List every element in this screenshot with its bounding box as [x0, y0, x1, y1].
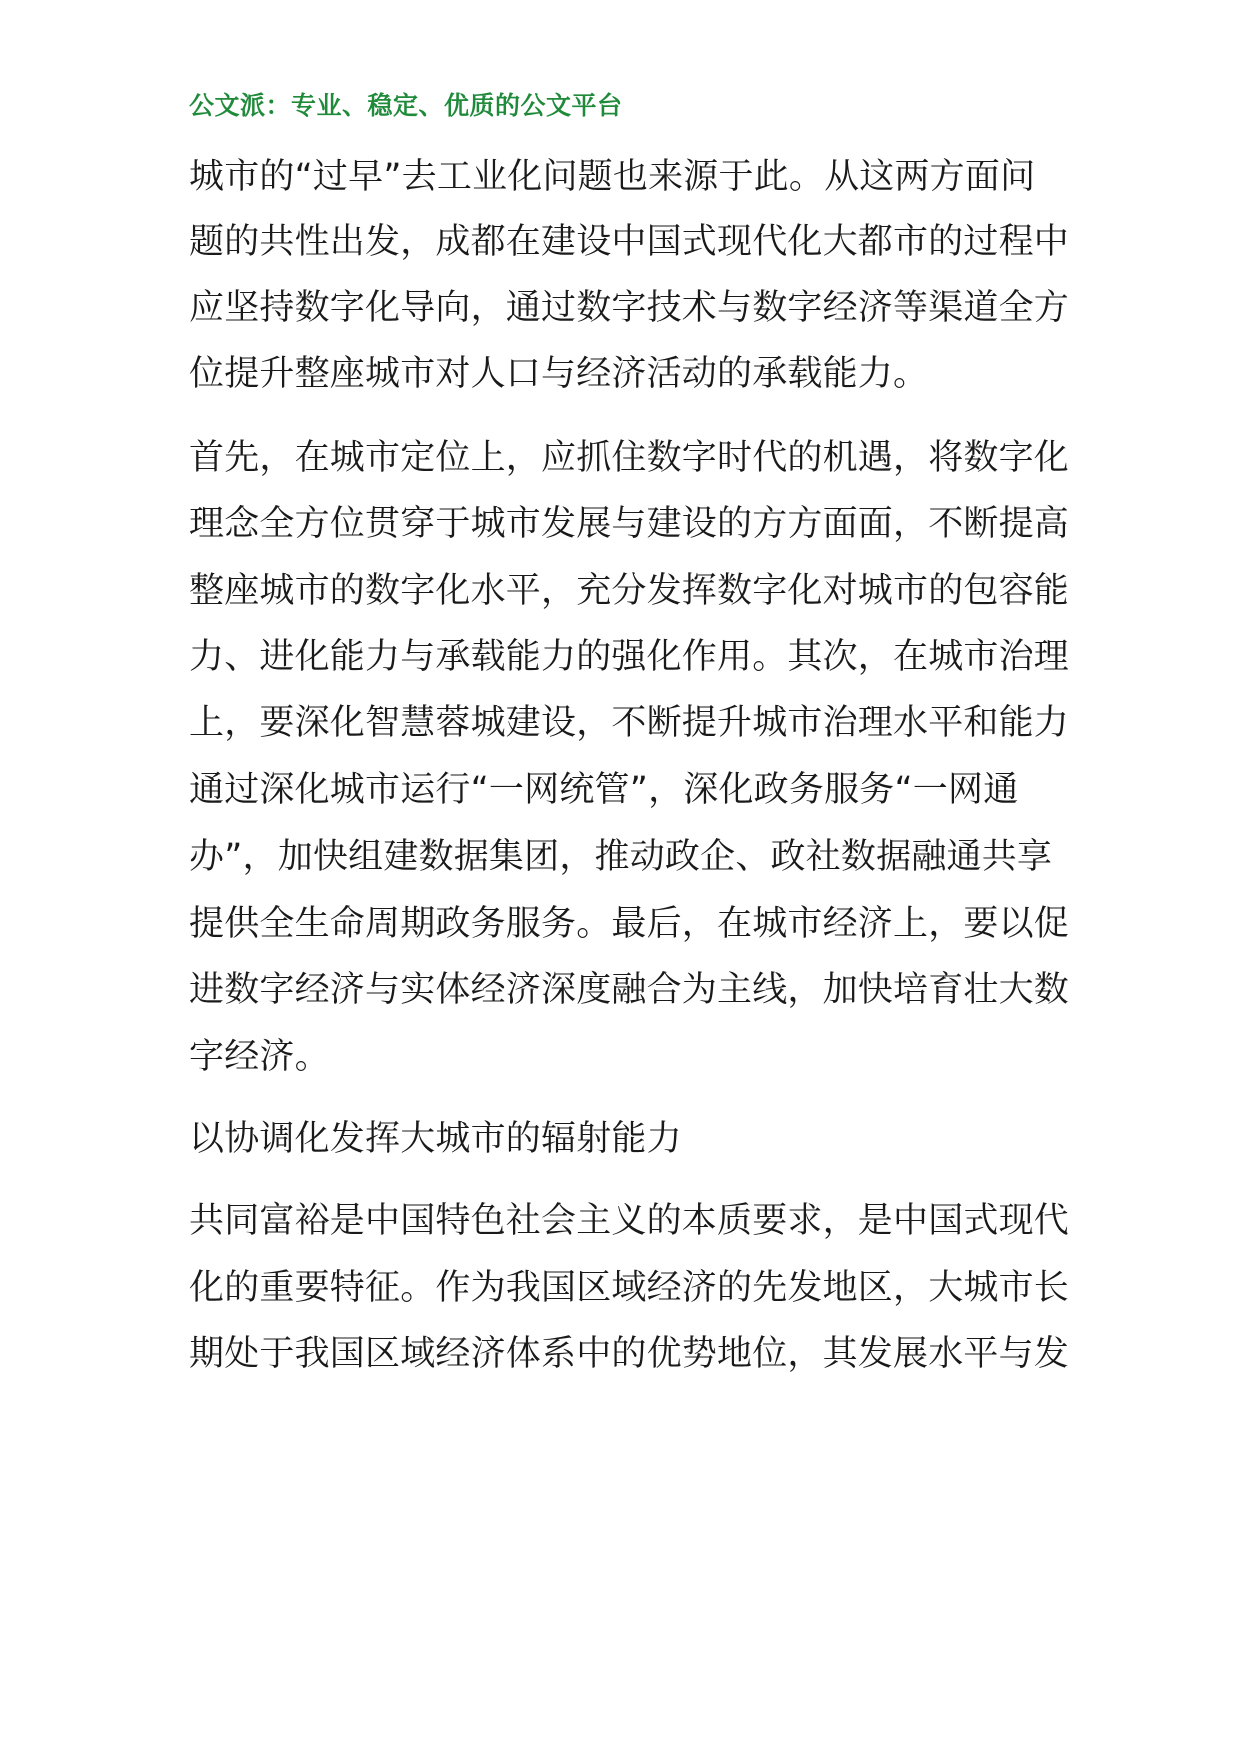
paragraph-2-line-3: 整座城市的数字化水平，充分发挥数字化对城市的包容能: [189, 571, 1070, 611]
section-heading: 以协调化发挥大城市的辐射能力: [189, 1119, 682, 1159]
paragraph-2-line-7: 办”，加快组建数据集团，推动政企、政社数据融通共享: [189, 837, 1053, 877]
paragraph-1-line-4: 位提升整座城市对人口与经济活动的承载能力。: [189, 354, 929, 394]
paragraph-4-line-2: 化的重要特征。作为我国区域经济的先发地区，大城市长: [189, 1268, 1070, 1308]
paragraph-2-line-10: 字经济。: [189, 1037, 330, 1077]
paragraph-4-line-3: 期处于我国区域经济体系中的优势地位，其发展水平与发: [189, 1334, 1070, 1374]
paragraph-1-line-1: 城市的“过早”去工业化问题也来源于此。从这两方面问: [189, 157, 1036, 197]
paragraph-1-line-3: 应坚持数字化导向，通过数字技术与数字经济等渠道全方: [189, 288, 1070, 328]
paragraph-2-line-4: 力、进化能力与承载能力的强化作用。其次，在城市治理: [189, 637, 1070, 677]
paragraph-2-line-5: 上，要深化智慧蓉城建设，不断提升城市治理水平和能力: [189, 703, 1070, 743]
paragraph-2-line-6: 通过深化城市运行“一网统管”，深化政务服务“一网通: [189, 770, 1019, 810]
page-header: 公文派：专业、稳定、优质的公文平台: [189, 91, 623, 120]
paragraph-4-line-1: 共同富裕是中国特色社会主义的本质要求，是中国式现代: [189, 1201, 1070, 1241]
paragraph-2-line-8: 提供全生命周期政务服务。最后，在城市经济上，要以促: [189, 904, 1070, 944]
paragraph-1-line-2: 题的共性出发，成都在建设中国式现代化大都市的过程中: [189, 222, 1070, 262]
paragraph-2-line-9: 进数字经济与实体经济深度融合为主线，加快培育壮大数: [189, 970, 1070, 1010]
paragraph-2-line-1: 首先，在城市定位上，应抓住数字时代的机遇，将数字化: [189, 438, 1070, 478]
paragraph-2-line-2: 理念全方位贯穿于城市发展与建设的方方面面，不断提高: [189, 504, 1070, 544]
